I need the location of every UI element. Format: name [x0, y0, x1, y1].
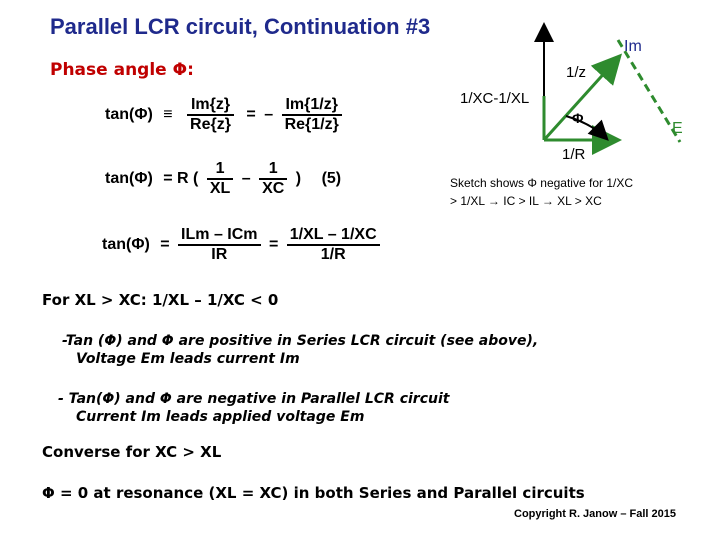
eq2-equals: = R ( — [163, 170, 199, 187]
bullet-1-line-1: -Tan (Φ) and Φ are positive in Series LCR circuit (see above), — [62, 333, 539, 349]
eq1-equiv: ≡ — [163, 106, 173, 123]
bullet-1-line-2: Voltage Em leads current Im — [76, 351, 300, 367]
eq2-num2: 1 — [259, 160, 287, 180]
eq2-den2: XC — [262, 180, 285, 197]
eq2-minus: – — [241, 170, 251, 187]
label-1-over-r: 1/R — [562, 146, 586, 163]
label-xc-xl: 1/XC-1/XL — [460, 90, 530, 107]
label-e: E — [672, 120, 683, 137]
label-phi: Φ — [572, 110, 584, 126]
converse-line: Converse for XC > XL — [42, 443, 222, 461]
eq3-den2: 1/R — [320, 246, 346, 263]
eq2-lhs: tan(Φ) — [105, 170, 153, 187]
eq3-den1: IR — [211, 246, 228, 263]
copyright-text: Copyright R. Janow – Fall 2015 — [514, 508, 676, 520]
eq3-lhs: tan(Φ) — [102, 236, 150, 253]
eq1-num2: Im{1/z} — [282, 96, 342, 116]
eq1-minus: – — [264, 106, 274, 123]
eq3-equals-2: = — [268, 236, 279, 253]
sketch-note-line-1: Sketch shows Φ negative for 1/XC — [450, 176, 633, 190]
eq2-num1: 1 — [207, 160, 233, 180]
sketch-note-line-2: > 1/XL → IC > IL → XL > XC — [450, 194, 602, 208]
eq3-num2: 1/XL – 1/XC — [287, 226, 380, 246]
eq2-close: ) — [295, 170, 302, 187]
page-title: Parallel LCR circuit, Continuation #3 — [50, 14, 431, 39]
eq1-num1: Im{z} — [187, 96, 234, 116]
eq1-den2: Re{1/z} — [284, 116, 339, 133]
eq2-den1: XL — [209, 180, 231, 197]
bullet-2-line-2: Current Im leads applied voltage Em — [76, 409, 365, 425]
for-condition-line: For XL > XC: 1/XL – 1/XC < 0 — [42, 291, 279, 309]
eq1-equals: = — [246, 106, 256, 123]
resonance-line: Φ = 0 at resonance (XL = XC) in both Series and Parallel circuits — [42, 484, 585, 502]
label-im: Im — [624, 38, 642, 55]
eq1-lhs: tan(Φ) — [105, 106, 153, 123]
phase-angle-heading: Phase angle Φ: — [50, 60, 194, 80]
eq3-num1: ILm – ICm — [178, 226, 260, 246]
eq1-den1: Re{z} — [190, 116, 231, 133]
eq3-equals: = — [160, 236, 170, 253]
bullet-2-line-1: - Tan(Φ) and Φ are negative in Parallel LCR circuit — [58, 391, 450, 407]
label-1-over-z: 1/z — [566, 64, 587, 81]
eq2-ref: (5) — [321, 170, 342, 187]
